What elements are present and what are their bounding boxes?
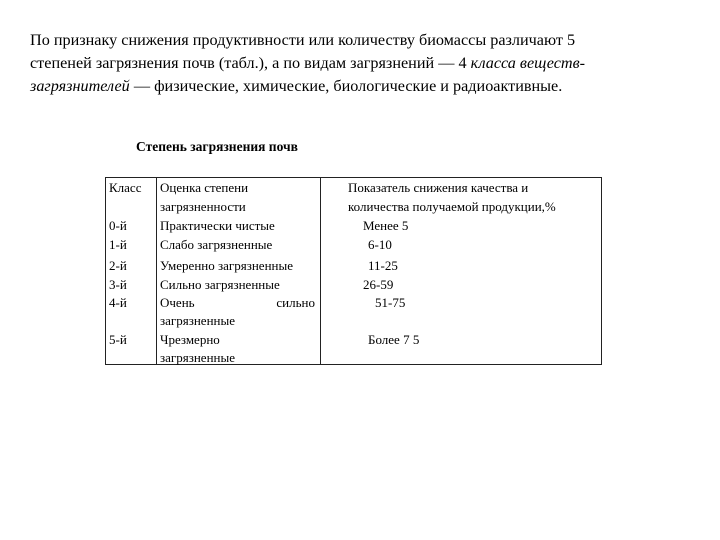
pollution-table — [105, 177, 602, 365]
row-0-grade: Практически чистые — [160, 218, 275, 233]
header-class: Класс — [109, 180, 142, 195]
intro-line-3-text: — физические, химические, биологические и радиоактивные. — [129, 77, 563, 95]
row-3-grade: Сильно загрязненные — [160, 277, 280, 292]
header-value-line-2: количества получаемой продукции,% — [348, 199, 556, 214]
row-5-grade-line-2: загрязненные — [160, 350, 235, 365]
row-4-grade-line-2: загрязненные — [160, 313, 235, 328]
intro-line-3-italic: загрязнителей — [30, 77, 130, 95]
row-4-class: 4-й — [109, 295, 127, 310]
intro-line-2-text: степеней загрязнения почв (табл.), а по видам загрязнений — 4 — [30, 54, 471, 72]
intro-line-1: По признаку снижения продуктивности или количеству биомассы различают 5 — [30, 31, 576, 49]
column-class — [106, 178, 157, 364]
row-4-grade-word-2: сильно — [276, 295, 315, 310]
row-3-class: 3-й — [109, 277, 127, 292]
row-2-grade: Умеренно загрязненные — [160, 258, 293, 273]
row-5-value: Более 7 5 — [368, 332, 420, 347]
intro-paragraph — [30, 29, 680, 98]
row-4-grade-line-1 — [160, 293, 315, 312]
row-1-value: 6-10 — [368, 237, 392, 252]
row-4-value: 51-75 — [375, 295, 406, 310]
row-3-value: 26-59 — [363, 277, 394, 292]
row-2-value: 11-25 — [368, 258, 398, 273]
row-0-value: Менее 5 — [363, 218, 409, 233]
header-grade-line-1: Оценка степени — [160, 180, 249, 195]
row-1-grade: Слабо загрязненные — [160, 237, 273, 252]
row-0-class: 0-й — [109, 218, 127, 233]
intro-line-3 — [30, 75, 680, 98]
intro-line-2 — [30, 52, 680, 75]
row-5-class: 5-й — [109, 332, 127, 347]
row-5-grade-line-1: Чрезмерно — [160, 332, 220, 347]
header-value-line-1: Показатель снижения качества и — [348, 180, 529, 195]
intro-line-2-italic: класса веществ- — [470, 54, 586, 72]
row-2-class: 2-й — [109, 258, 127, 273]
header-grade-line-2: загрязненности — [160, 199, 246, 214]
column-value — [321, 178, 601, 364]
row-4-grade-word-1: Очень — [160, 295, 195, 310]
column-grade — [157, 178, 321, 364]
row-1-class: 1-й — [109, 237, 127, 252]
table-title: Степень загрязнения почв — [136, 139, 298, 154]
